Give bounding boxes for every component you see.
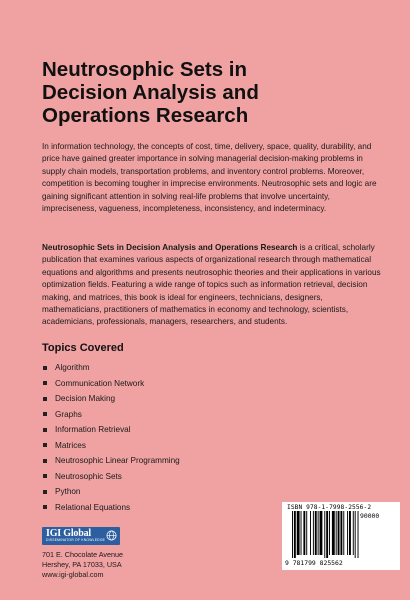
topic-item	[42, 469, 180, 485]
topic-label: Graphs	[55, 409, 82, 419]
topic-item	[42, 391, 180, 407]
topic-label: Relational Equations	[55, 502, 131, 512]
book-title	[42, 58, 382, 127]
barcode-bar	[353, 511, 354, 555]
barcode-bar	[340, 511, 342, 555]
barcode-bar	[349, 511, 351, 555]
publisher-logo	[42, 527, 120, 545]
barcode-bar	[306, 511, 307, 555]
topic-item	[42, 453, 180, 469]
topic-item	[42, 360, 180, 376]
barcode-bar	[332, 511, 335, 555]
address-street: 701 E. Chocolate Avenue	[42, 550, 123, 559]
publisher-address	[42, 550, 123, 580]
topic-label: Python	[55, 487, 81, 496]
barcode-bar	[347, 511, 348, 555]
barcode-bar	[320, 511, 323, 555]
barcode-bar	[338, 511, 340, 555]
topic-label: Matrices	[55, 440, 86, 450]
bullet-icon	[43, 505, 47, 509]
topic-item	[42, 422, 180, 438]
bullet-icon	[43, 443, 47, 447]
topic-item	[42, 484, 180, 500]
topic-label: Neutrosophic Linear Programming	[55, 456, 180, 465]
description-paragraph-2-text: is a critical, scholarly publication that examines various aspects of organizational research through mathematical equations and algorithms and presents neutrosophic theories and their applications in various optimization fields. Featuring a wide range of topics such as information retrieval, decision making, and matrices, this book is ideal for engineers, technicians, designers, mathematicians, practitioners of mathematics in economy and technology, scientists, academicians, professionals, managers, researchers, and students.	[42, 243, 381, 327]
isbn-text: ISBN 978-1-7998-2556-2	[287, 504, 372, 511]
barcode-bar	[324, 511, 325, 558]
description-paragraph-1: In information technology, the concepts of cost, time, delivery, space, quality, durability, and price have gained greater importance in solving managerial decision-making problems in supply chain models, transportation problems, and inventory control problems. Moreover, competition is becoming tougher in imprecise environments. Neutrosophic sets and logic are gaining significant attention in solving real-life problems that involve uncertainty, impreciseness, vagueness, incompleteness, inconsistency, and indeterminacy.	[42, 142, 377, 214]
title-line-3: Operations Research	[42, 104, 249, 127]
barcode-bar	[329, 511, 330, 555]
bullet-icon	[43, 412, 47, 416]
barcode-bar	[303, 511, 305, 555]
barcode-bar	[318, 511, 319, 555]
barcode-bar	[292, 511, 293, 558]
barcode-bar	[358, 511, 359, 558]
barcode-bar	[336, 511, 337, 555]
topic-label: Algorithm	[55, 363, 90, 372]
topics-list	[42, 360, 180, 515]
publisher-website: www.igi-global.com	[42, 570, 104, 579]
barcode-bar	[294, 511, 296, 558]
globe-icon	[106, 530, 117, 541]
topic-label: Decision Making	[55, 394, 116, 403]
bullet-icon	[43, 428, 47, 432]
bullet-icon	[43, 490, 47, 494]
description-bold-title: Neutrosophic Sets in Decision Analysis and Operations Research	[42, 243, 298, 252]
bullet-icon	[43, 366, 47, 370]
address-city: Hershey, PA 17033, USA	[42, 560, 122, 569]
topic-item	[42, 500, 180, 516]
title-line-2: Decision Analysis and	[42, 81, 259, 104]
barcode-bar	[326, 511, 328, 558]
logo-subtext: DISSEMINATOR OF KNOWLEDGE	[46, 538, 106, 542]
topics-heading: Topics Covered	[42, 342, 124, 354]
topic-label: Neutrosophic Sets	[55, 471, 122, 481]
barcode-bar	[315, 511, 317, 555]
topic-label: Information Retrieval	[55, 425, 131, 434]
price-code: 90000	[360, 512, 380, 520]
barcode-bar	[297, 511, 300, 555]
bullet-icon	[43, 474, 47, 478]
topic-item	[42, 407, 180, 423]
topic-item	[42, 438, 180, 454]
bullet-icon	[43, 381, 47, 385]
barcode-bar	[313, 511, 314, 555]
bullet-icon	[43, 459, 47, 463]
barcode-panel	[282, 502, 400, 570]
topic-label: Communication Network	[55, 378, 145, 388]
title-line-1: Neutrosophic Sets in	[42, 58, 248, 81]
barcode-bar	[301, 511, 302, 555]
barcode-bar	[355, 511, 356, 558]
barcode-bar	[343, 511, 344, 555]
ean-digits: 9 781799 825562	[285, 559, 343, 567]
barcode-bar	[310, 511, 311, 555]
page-edge	[410, 0, 420, 600]
logo-text: IGI Global	[46, 528, 91, 539]
topic-item	[42, 376, 180, 392]
bullet-icon	[43, 397, 47, 401]
description-paragraph-2	[42, 242, 382, 329]
